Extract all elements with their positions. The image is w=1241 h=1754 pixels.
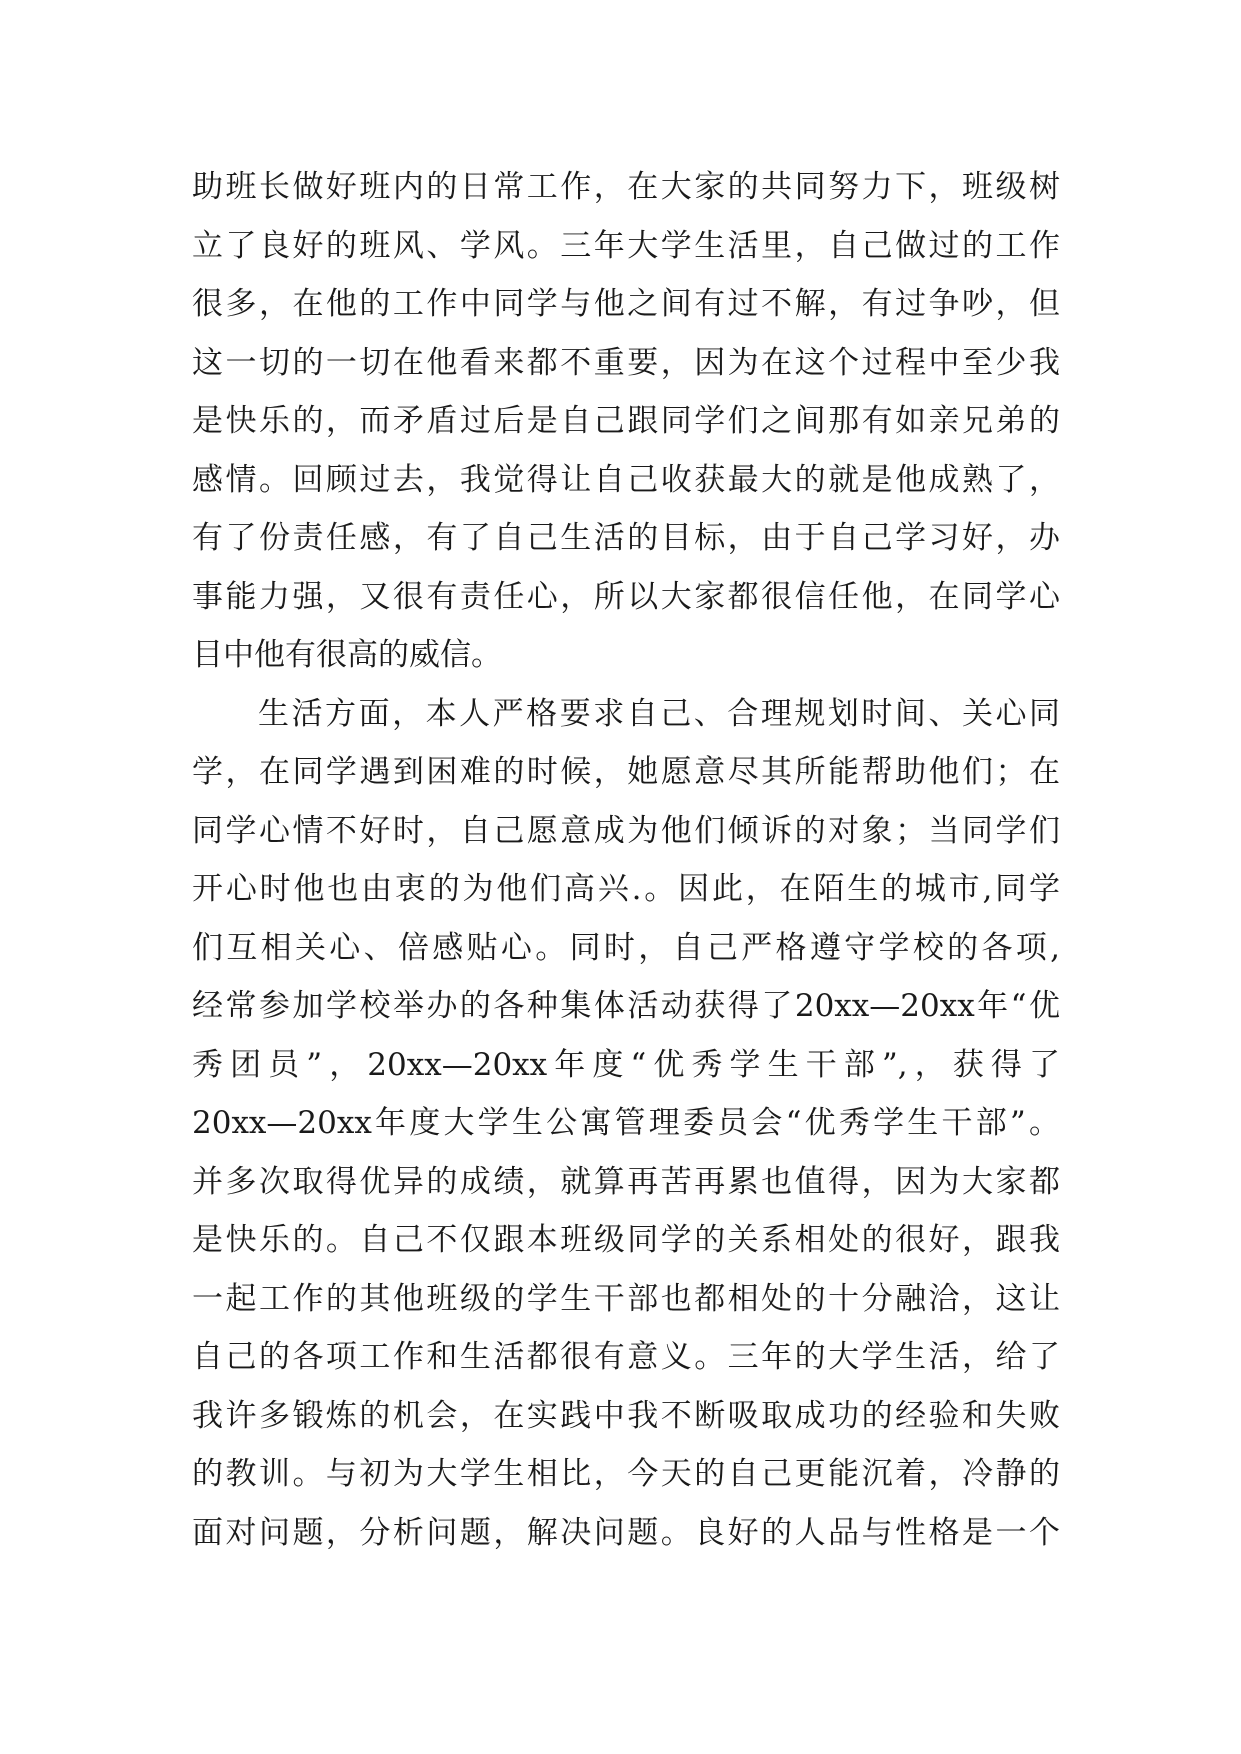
text-line: 开心时他也由衷的为他们高兴.。因此，在陌生的城市,同学 <box>192 871 1060 907</box>
text-line: 自己的各项工作和生活都很有意义。三年的大学生活，给了 <box>192 1339 1060 1375</box>
text-line: 这一切的一切在他看来都不重要，因为在这个过程中至少我 <box>192 344 1060 381</box>
text-line: 并多次取得优异的成绩，就算再苦再累也值得，因为大家都 <box>192 1163 1060 1200</box>
text-line: 助班长做好班内的日常工作，在大家的共同努力下，班级树 <box>192 169 1060 205</box>
text-line: 事能力强，又很有责任心，所以大家都很信任他，在同学心 <box>192 578 1060 615</box>
text-line: 是快乐的，而矛盾过后是自己跟同学们之间那有如亲兄弟的 <box>192 403 1060 439</box>
text-line: 秀团员”，20xx—20xx年度“优秀学生干部”,，获得了 <box>192 1046 1060 1083</box>
text-line: 有了份责任感，有了自己生活的目标，由于自己学习好，办 <box>192 520 1060 556</box>
text-line: 的教训。与初为大学生相比，今天的自己更能沉着，冷静的 <box>192 1456 1060 1492</box>
text-line: 我许多锻炼的机会，在实践中我不断吸取成功的经验和失败 <box>192 1397 1060 1434</box>
text-line: 目中他有很高的威信。 <box>192 637 502 673</box>
text-line: 们互相关心、倍感贴心。同时，自己严格遵守学校的各项, <box>192 929 1060 966</box>
text-line: 面对问题，分析问题，解决问题。良好的人品与性格是一个 <box>192 1514 1060 1551</box>
body-text <box>192 158 1060 1562</box>
text-line: 学，在同学遇到困难的时候，她愿意尽其所能帮助他们；在 <box>192 754 1060 790</box>
text-line: 经常参加学校举办的各种集体活动获得了20xx—20xx年“优 <box>192 988 1060 1024</box>
text-line: 一起工作的其他班级的学生干部也都相处的十分融洽，这让 <box>192 1280 1060 1317</box>
text-line: 是快乐的。自己不仅跟本班级同学的关系相处的很好，跟我 <box>192 1222 1060 1258</box>
text-line: 20xx—20xx年度大学生公寓管理委员会“优秀学生干部”。 <box>192 1105 1060 1141</box>
text-line: 感情。回顾过去，我觉得让自己收获最大的就是他成熟了， <box>192 461 1060 498</box>
text-line: 同学心情不好时，自己愿意成为他们倾诉的对象；当同学们 <box>192 812 1060 849</box>
paragraph-start-line: 生活方面，本人严格要求自己、合理规划时间、关心同 <box>258 695 1060 732</box>
text-line: 很多，在他的工作中同学与他之间有过不解，有过争吵，但 <box>192 286 1060 322</box>
text-line: 立了良好的班风、学风。三年大学生活里，自己做过的工作 <box>192 227 1060 264</box>
